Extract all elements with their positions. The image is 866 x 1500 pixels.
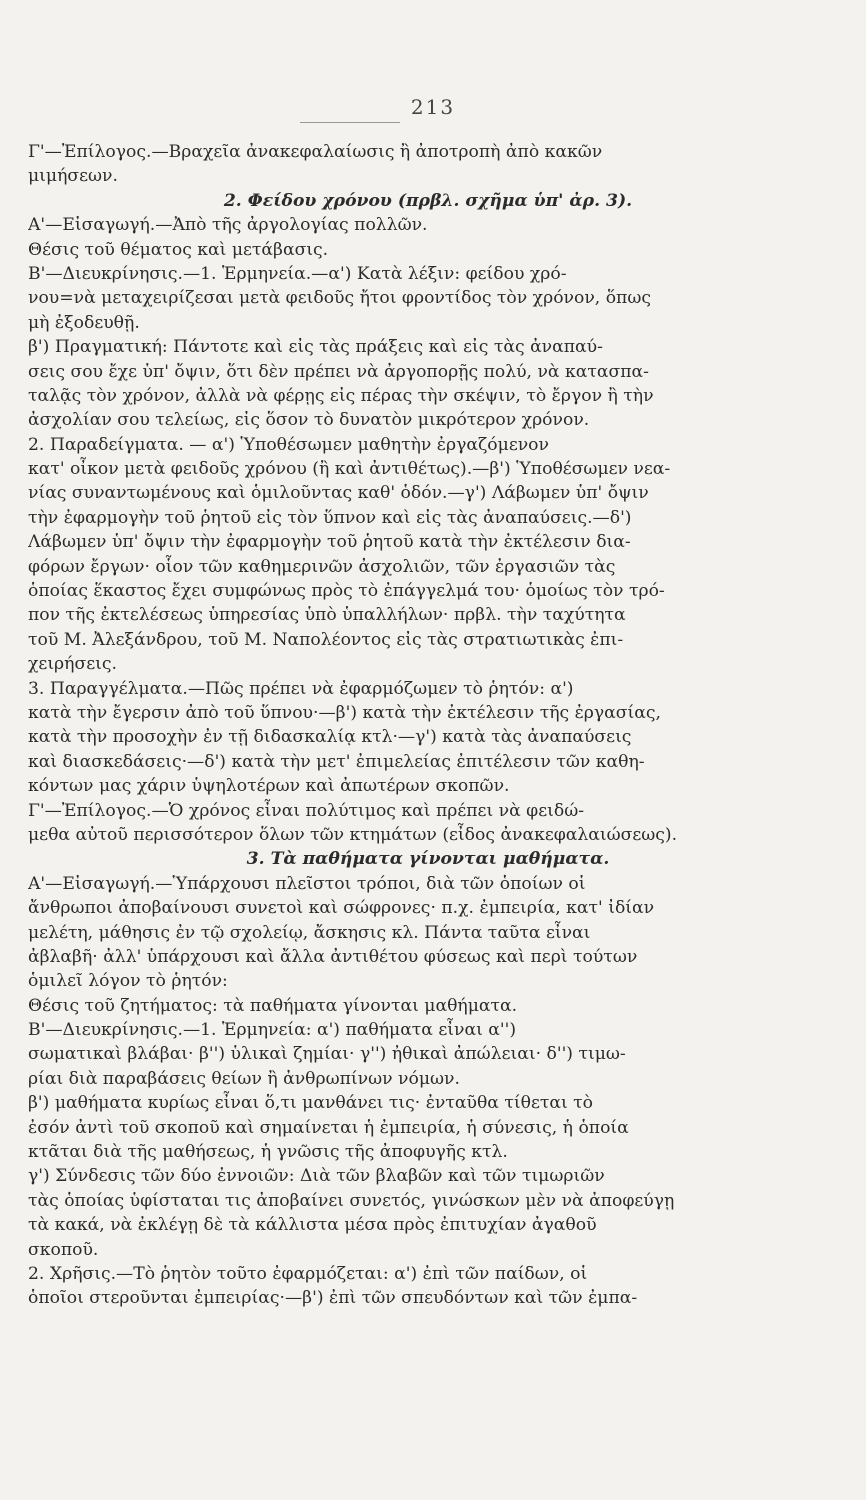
text-line: 2. Παραδείγματα. — α') Ὑποθέσωμεν μαθητὴν ἐργαζόμενον (28, 434, 549, 455)
text-line: κτᾶται διὰ τῆς μαθήσεως, ἡ γνῶσις τῆς ἀποφυγῆς κτλ. (28, 1142, 508, 1163)
text-line: φόρων ἔργων· οἷον τῶν καθημερινῶν ἀσχολιῶν, τῶν ἐργασιῶν τὰς (28, 556, 616, 577)
text-line: σωματικαὶ βλάβαι· β'') ὑλικαὶ ζημίαι· γ'') ἠθικαὶ ἀπώλειαι· δ'') τιμω- (28, 1044, 626, 1065)
text-line: καὶ διασκεδάσεις·—δ') κατὰ τὴν μετ' ἐπιμελείας ἐπιτέλεσιν τῶν καθη- (28, 751, 645, 772)
text-line: Λάβωμεν ὑπ' ὄψιν τὴν ἐφαρμογὴν τοῦ ῥητοῦ κατὰ τὴν ἐκτέλεσιν δια- (28, 532, 631, 553)
section-heading: 2. Φείδου χρόνου (πρβλ. σχῆμα ὑπ' ἀρ. 3). (223, 190, 633, 211)
text-body (28, 140, 828, 1311)
text-line: σκοποῦ. (28, 1239, 99, 1260)
text-line: ταλᾷς τὸν χρόνον, ἀλλὰ νὰ φέρῃς εἰς πέρας τὴν σκέψιν, τὸ ἔργον ἢ τὴν (28, 385, 654, 406)
text-line: β') μαθήματα κυρίως εἶναι ὅ,τι μανθάνει τις· ἐνταῦθα τίθεται τὸ (28, 1093, 594, 1114)
text-line: ὁποίας ἕκαστος ἔχει συμφώνως πρὸς τὸ ἐπάγγελμά του· ὁμοίως τὸν τρό- (28, 581, 665, 602)
text-line: Γ'—Ἐπίλογος.—Βραχεῖα ἀνακεφαλαίωσις ἢ ἀποτροπὴ ἀπὸ κακῶν (28, 142, 603, 162)
section-heading: 3. Τὰ παθήματα γίνονται μαθήματα. (246, 849, 610, 870)
text-line: κατὰ τὴν ἔγερσιν ἀπὸ τοῦ ὕπνου·—β') κατὰ τὴν ἐκτέλεσιν τῆς ἐργασίας, (28, 702, 661, 723)
text-line: κόντων μας χάριν ὑψηλοτέρων καὶ ἀπωτέρων σκοπῶν. (28, 776, 510, 797)
text-line: νίας συναντωμένους καὶ ὁμιλοῦντας καθ' ὁδόν.—γ') Λάβωμεν ὑπ' ὄψιν (28, 483, 649, 504)
text-line: πον τῆς ἐκτελέσεως ὑπηρεσίας ὑπὸ ὑπαλλήλων· πρβλ. τὴν ταχύτητα (28, 605, 626, 626)
text-line: ἀβλαβῆ· ἀλλ' ὑπάρχουσι καὶ ἄλλα ἀντιθέτου φύσεως καὶ περὶ τούτων (28, 946, 638, 967)
text-line: ὁποῖοι στεροῦνται ἐμπειρίας·—β') ἐπὶ τῶν σπευδόντων καὶ τῶν ἐμπα- (28, 1288, 638, 1309)
text-line: νου=νὰ μεταχειρίζεσαι μετὰ φειδοῦς ἤτοι φροντίδος τὸν χρόνον, ὅπως (28, 288, 651, 309)
text-line: τὰς ὁποίας ὑφίσταται τις ἀποβαίνει συνετός, γινώσκων μὲν νὰ ἀποφεύγῃ (28, 1190, 675, 1211)
text-line: ὁμιλεῖ λόγον τὸ ῥητόν: (28, 971, 228, 992)
text-line: 2. Χρῆσις.—Τὸ ῥητὸν τοῦτο ἐφαρμόζεται: α') ἐπὶ τῶν παίδων, οἱ (28, 1263, 588, 1284)
page-number-rule (300, 122, 400, 123)
text-line: γ') Σύνδεσις τῶν δύο ἐννοιῶν: Διὰ τῶν βλαβῶν καὶ τῶν τιμωριῶν (28, 1166, 605, 1187)
text-line: μελέτη, μάθησις ἐν τῷ σχολείῳ, ἄσκησις κλ. Πάντα ταῦτα εἶναι (28, 922, 591, 943)
text-line: κατὰ τὴν προσοχὴν ἐν τῇ διδασκαλίᾳ κτλ·—γ') κατὰ τὰς ἀναπαύσεις (28, 727, 632, 748)
text-line: ἀσχολίαν σου τελείως, εἰς ὅσον τὸ δυνατὸν μικρότερον χρόνον. (28, 410, 590, 431)
text-line: ρίαι διὰ παραβάσεις θείων ἢ ἀνθρωπίνων νόμων. (28, 1068, 460, 1089)
text-line: Θέσις τοῦ θέματος καὶ μετάβασις. (28, 239, 329, 260)
text-line: μιμήσεων. (28, 166, 118, 187)
text-line: Β'—Διευκρίνησις.—1. Ἑρμηνεία: α') παθήματα εἶναι α'') (28, 1020, 517, 1041)
page-number: 213 (410, 95, 456, 119)
text-line: Α'—Εἰσαγωγή.—Ὑπάρχουσι πλεῖστοι τρόποι, διὰ τῶν ὁποίων οἱ (28, 873, 586, 894)
text-line: Β'—Διευκρίνησις.—1. Ἑρμηνεία.—α') Κατὰ λέξιν: φείδου χρό- (28, 263, 567, 284)
text-line: Α'—Εἰσαγωγή.—Ἀπὸ τῆς ἀργολογίας πολλῶν. (28, 215, 428, 236)
text-line: Γ'—Ἐπίλογος.—Ὁ χρόνος εἶναι πολύτιμος καὶ πρέπει νὰ φειδώ- (28, 800, 585, 821)
text-line: τοῦ Μ. Ἀλεξάνδρου, τοῦ Μ. Ναπολέοντος εἰς τὰς στρατιωτικὰς ἐπι- (28, 629, 624, 650)
text-line: τὰ κακά, νὰ ἐκλέγῃ δὲ τὰ κάλλιστα μέσα πρὸς ἐπιτυχίαν ἀγαθοῦ (28, 1215, 597, 1236)
text-line: ἄνθρωποι ἀποβαίνουσι συνετοὶ καὶ σώφρονες· π.χ. ἐμπειρία, κατ' ἰδίαν (28, 898, 655, 919)
text-line: χειρήσεις. (28, 654, 117, 675)
text-line: 3. Παραγγέλματα.—Πῶς πρέπει νὰ ἐφαρμόζωμεν τὸ ῥητόν: α') (28, 678, 574, 699)
text-line: μεθα αὐτοῦ περισσότερον ὅλων τῶν κτημάτων (εἶδος ἀνακεφαλαιώσεως). (28, 824, 678, 845)
text-line: κατ' οἶκον μετὰ φειδοῦς χρόνου (ἢ καὶ ἀντιθέτως).—β') Ὑποθέσωμεν νεα- (28, 459, 671, 480)
text-line: σεις σου ἔχε ὑπ' ὄψιν, ὅτι δὲν πρέπει νὰ ἀργοπορῇς πολύ, νὰ κατασπα- (28, 361, 649, 382)
text-line: τὴν ἐφαρμογὴν τοῦ ῥητοῦ εἰς τὸν ὕπνον καὶ εἰς τὰς ἀναπαύσεις.—δ') (28, 507, 632, 528)
text-line: Θέσις τοῦ ζητήματος: τὰ παθήματα γίνονται μαθήματα. (28, 995, 518, 1016)
text-line: μὴ ἐξοδευθῇ. (28, 312, 140, 333)
text-line: ἐσόν ἀντὶ τοῦ σκοποῦ καὶ σημαίνεται ἡ ἐμπειρία, ἡ σύνεσις, ἡ ὁποία (28, 1117, 629, 1138)
text-line: β') Πραγματική: Πάντοτε καὶ εἰς τὰς πράξεις καὶ εἰς τὰς ἀναπαύ- (28, 337, 603, 358)
